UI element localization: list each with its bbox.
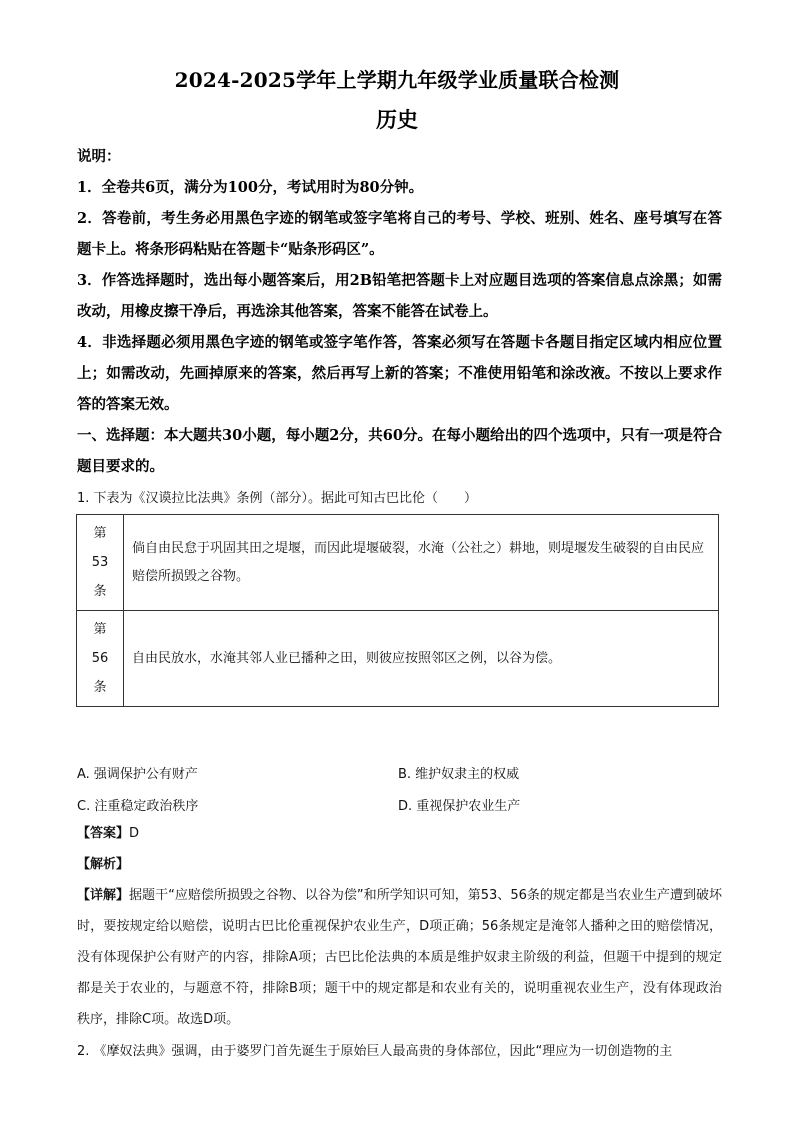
article-content: 倘自由民怠于巩固其田之堤堰，而因此堤堰破裂，水淹（公社之）耕地，则堤堰发生破裂的自由民应赔偿所损毁之谷物。 <box>124 515 719 611</box>
option-a: A. 强调保护公有财产 <box>77 767 198 782</box>
question-1-stem: 1. 下表为《汉谟拉比法典》条例（部分）。据此可知古巴比伦（ ） <box>77 491 478 506</box>
exam-title: 2024-2025学年上学期九年级学业质量联合检测 <box>174 68 620 92</box>
section-heading: 一、选择题：本大题共30小题，每小题2分，共60分。在每小题给出的四个选项中，只有一项是符合题目要求的。 <box>77 427 722 475</box>
detail-text: 据题干“应赔偿所损毁之谷物、以谷为偿”和所学知识可知，第53、56条的规定都是当农业生产遭到破坏时，要按规定给以赔偿，说明古巴比伦重视保护农业生产，D项正确；56条规定是淹邻人播种之田的赔偿情况，没有体现保护公有财产的内容，排除A项；古巴比伦法典的本质是维护奴隶主阶级的利益，但题干中提到的规定都是关于农业的，与题意不符，排除B项；题干中的规定都是和农业有关的，说明重视农业生产，没有体现政治秩序，排除C项。故选D项。 <box>77 888 722 1027</box>
answer-tag: 【答案】 <box>77 826 130 841</box>
instructions-heading: 说明： <box>77 148 121 165</box>
option-d: D. 重视保护农业生产 <box>398 799 521 814</box>
answer-value: D <box>129 826 140 841</box>
instruction-item-4: 4．非选择题必须用黑色字迹的钢笔或签字笔作答，答案必须写在答题卡各题目指定区域内相应位置上；如需改动，先画掉原来的答案，然后再写上新的答案；不准使用铅笔和涂改液。不按以上要求作答的答案无效。 <box>77 334 722 413</box>
question-2-stem: 2. 《摩奴法典》强调，由于婆罗门首先诞生于原始巨人最高贵的身体部位，因此“理应为一切创造物的主 <box>77 1044 673 1059</box>
analysis-line <box>77 849 722 880</box>
analysis-tag: 【解析】 <box>77 857 130 872</box>
table-row <box>77 611 719 707</box>
instruction-item-2: 2．答卷前，考生务必用黑色字迹的钢笔或签字笔将自己的考号、学校、班别、姓名、座号填写在答题卡上。将条形码粘贴在答题卡“贴条形码区”。 <box>77 210 722 258</box>
article-content: 自由民放水，水淹其邻人业已播种之田，则彼应按照邻区之例，以谷为偿。 <box>124 611 719 707</box>
subject-title: 历史 <box>376 107 418 132</box>
option-c: C. 注重稳定政治秩序 <box>77 799 199 814</box>
answer-line <box>77 818 722 849</box>
instruction-item-3: 3．作答选择题时，选出每小题答案后，用2B铅笔把答题卡上对应题目选项的答案信息点涂黑；如需改动，用橡皮擦干净后，再选涂其他答案，答案不能答在试卷上。 <box>77 272 722 320</box>
instruction-item-1: 1．全卷共6页，满分为100分，考试用时为80分钟。 <box>77 179 424 196</box>
option-b: B. 维护奴隶主的权威 <box>398 767 520 782</box>
law-table <box>76 514 719 707</box>
article-number: 第 56 条 <box>77 611 124 707</box>
detail-paragraph <box>77 880 722 1035</box>
article-number: 第 53 条 <box>77 515 124 611</box>
detail-tag: 【详解】 <box>77 888 130 903</box>
table-row <box>77 515 719 611</box>
